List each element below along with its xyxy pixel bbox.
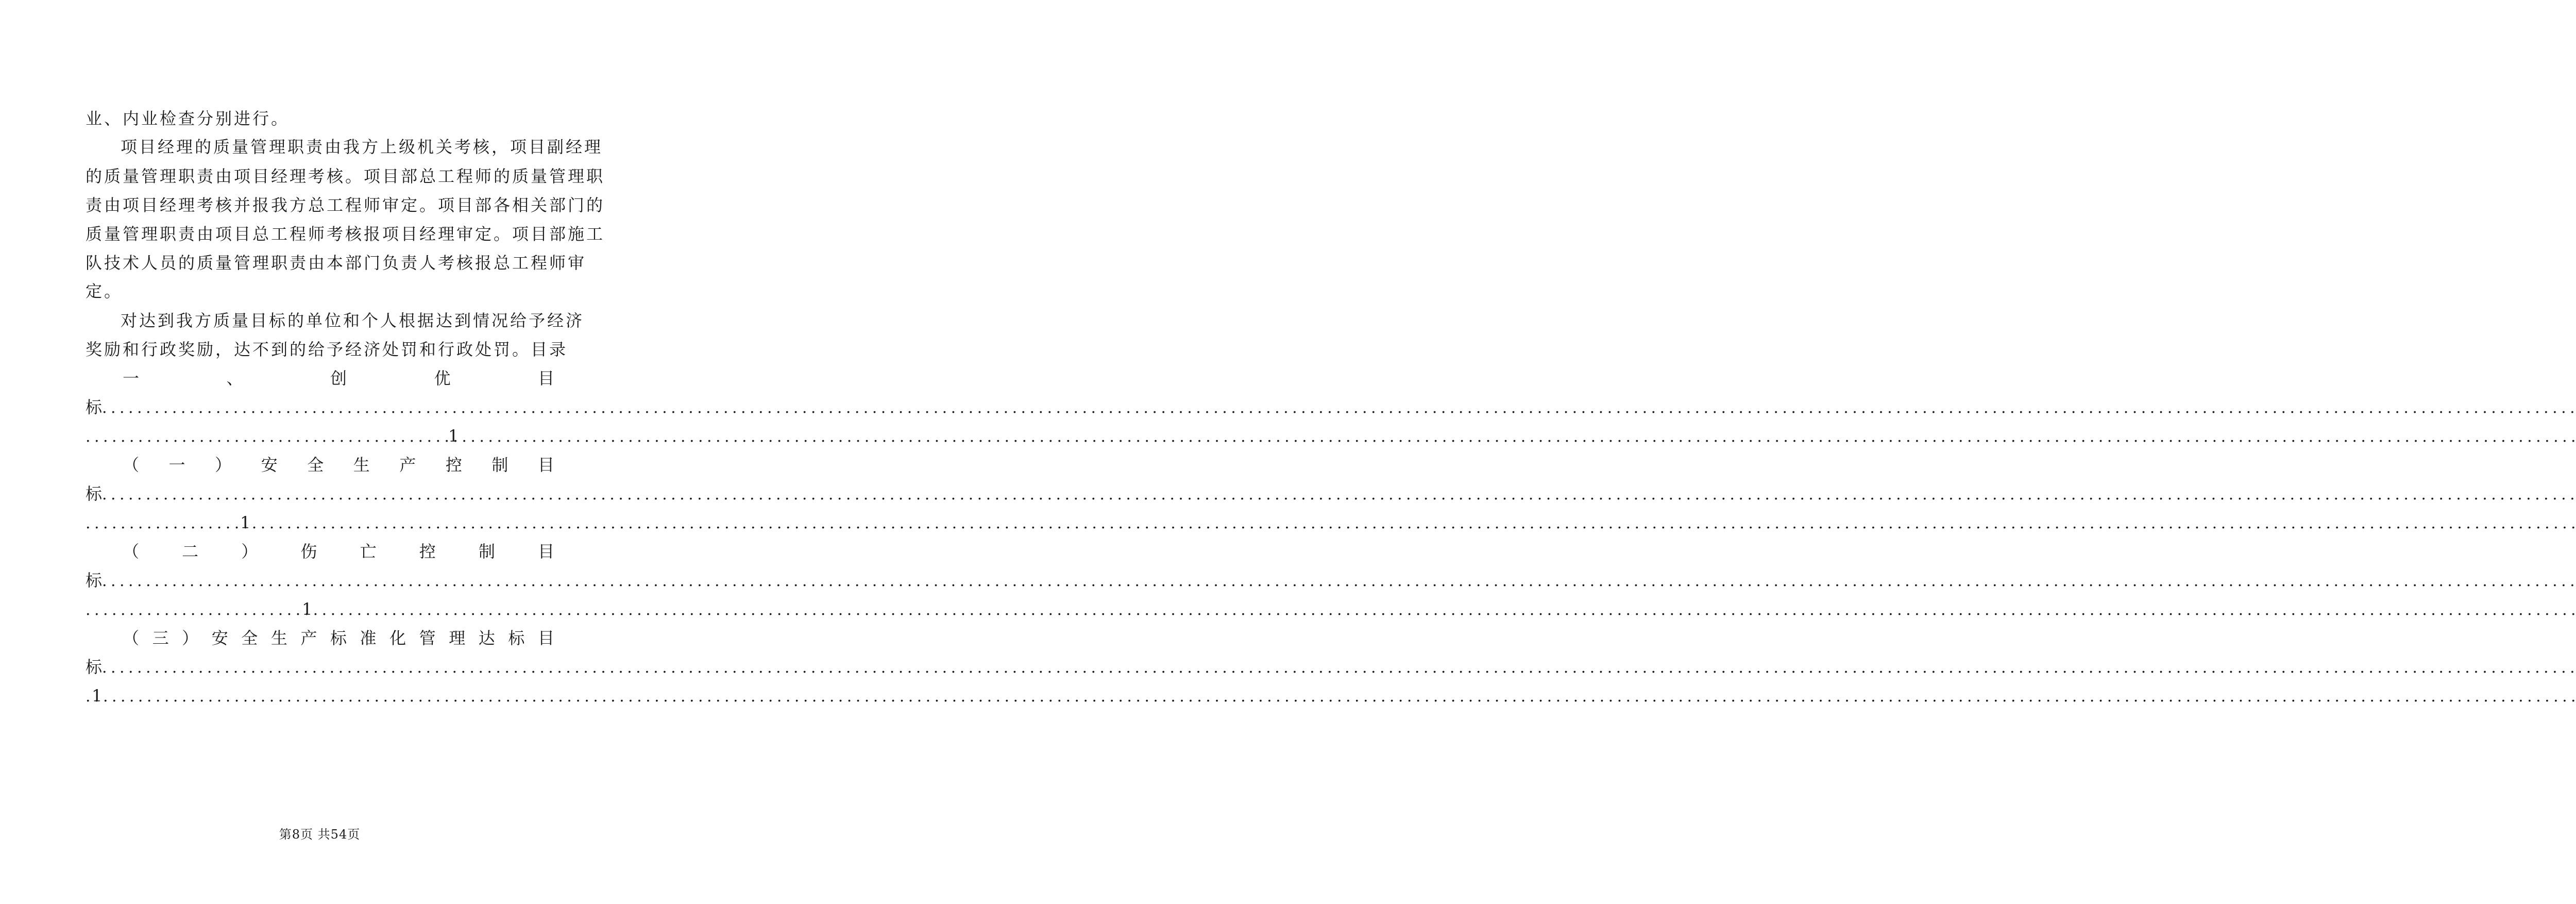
toc-lead-char: 标 [86, 571, 103, 590]
paragraph-line: 项目经理的质量管理职责由我方上级机关考核，项目副经理 [121, 137, 603, 157]
toc-char: 创 [330, 369, 347, 388]
toc-char: 一 [168, 455, 185, 475]
toc-char: 达 [478, 628, 495, 648]
toc-leader-line [86, 654, 554, 680]
toc-dot-leader [102, 655, 2576, 681]
toc-page-line [86, 683, 554, 709]
toc-page-number: 1 [448, 426, 459, 446]
toc-char: 目 [537, 369, 554, 388]
toc-char: 理 [449, 628, 466, 648]
page-footer: 第8页 共54页 [279, 827, 361, 842]
toc-char: 目 [537, 455, 554, 475]
toc-dot-leader [86, 597, 302, 623]
toc-dot-leader [86, 424, 448, 450]
toc-dot-leader [86, 511, 240, 537]
toc-page-number: 1 [240, 513, 251, 532]
paragraph-line: 对达到我方质量目标的单位和个人根据达到情况给予经济 [121, 311, 585, 330]
document-page [0, 0, 639, 904]
toc-char: 安 [261, 455, 278, 475]
toc-page-number: 1 [92, 686, 103, 706]
toc-page-line [86, 510, 554, 535]
toc-char: 制 [478, 542, 495, 561]
toc-char: 、 [226, 369, 243, 388]
toc-page-number: 1 [302, 599, 313, 619]
toc-lead-char: 标 [86, 397, 103, 417]
toc-leader-line [86, 567, 554, 593]
body-line: 的质量管理职责由项目经理考核。项目部总工程师的质量管理职 [86, 166, 605, 186]
toc-char: 亡 [360, 542, 377, 561]
toc-char: 三 [152, 628, 169, 648]
toc-heading [86, 365, 554, 391]
body-line: 奖励和行政奖励，达不到的给予经济处罚和行政处罚。目录 [86, 340, 568, 359]
toc-char: 目 [537, 542, 554, 561]
toc-char: 准 [360, 628, 377, 648]
toc-char: 全 [241, 628, 258, 648]
toc-dot-leader [86, 684, 92, 710]
toc-leader-line [86, 481, 554, 507]
toc-char: 目 [537, 628, 554, 648]
toc-char: 产 [399, 455, 416, 475]
toc-page-line [86, 596, 554, 622]
toc-lead-char: 标 [86, 484, 103, 504]
toc-char: 全 [307, 455, 324, 475]
toc-char: 生 [270, 628, 287, 648]
toc-char: （ [123, 542, 140, 561]
toc-char: 伤 [300, 542, 317, 561]
toc-char: 管 [419, 628, 436, 648]
body-line: 质量管理职责由项目总工程师考核报项目经理审定。项目部施工 [86, 224, 605, 244]
toc-heading [86, 539, 554, 564]
toc-char: （ [123, 455, 140, 475]
toc-char: 二 [182, 542, 199, 561]
toc-char: （ [123, 628, 140, 648]
toc-char: 控 [419, 542, 436, 561]
toc-char: 一 [123, 369, 140, 388]
body-line: 业、内业检查分别进行。 [86, 109, 290, 128]
toc-char: 化 [389, 628, 406, 648]
toc-char: ） [241, 542, 258, 561]
toc-lead-char: 标 [86, 657, 103, 677]
toc-char: ） [182, 628, 199, 648]
toc-char: 标 [508, 628, 525, 648]
body-line: 队技术人员的质量管理职责由本部门负责人考核报总工程师审 [86, 253, 587, 273]
toc-dot-leader [102, 482, 2576, 508]
toc-char: 优 [434, 369, 451, 388]
toc-char: 标 [330, 628, 347, 648]
body-line: 责由项目经理考核并报我方总工程师审定。项目部各相关部门的 [86, 195, 605, 215]
toc-char: 控 [445, 455, 462, 475]
toc-char: ） [215, 455, 232, 475]
toc-char: 安 [211, 628, 228, 648]
toc-dot-leader [102, 568, 2576, 594]
body-line: 定。 [86, 281, 123, 301]
toc-dot-leader [102, 395, 2576, 421]
toc-page-line [86, 423, 554, 449]
toc-leader-line [86, 394, 554, 420]
toc-heading [86, 625, 554, 651]
toc-char: 生 [353, 455, 370, 475]
toc-char: 制 [492, 455, 509, 475]
toc-char: 产 [300, 628, 317, 648]
toc-heading [86, 452, 554, 478]
